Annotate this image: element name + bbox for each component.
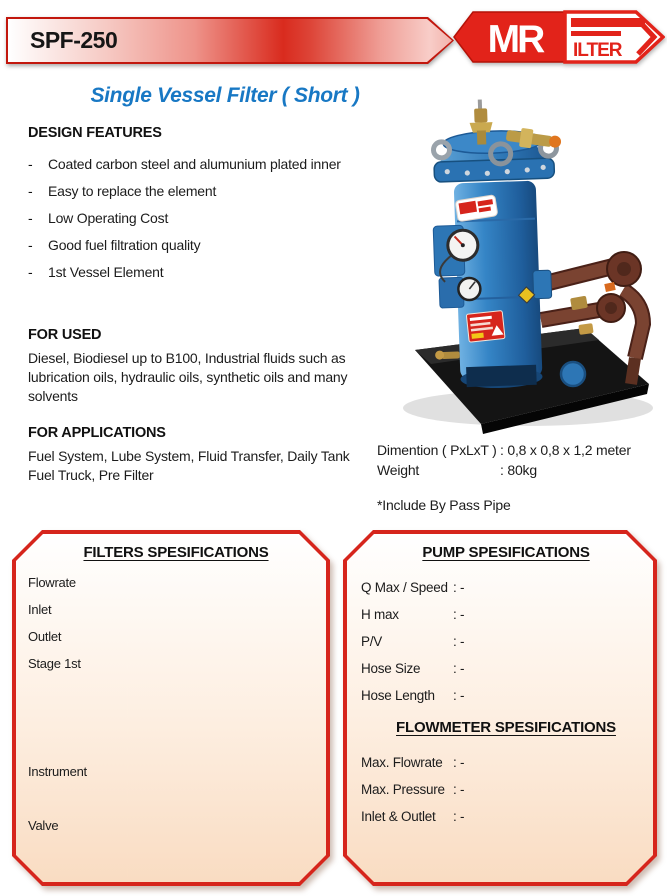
spec-value-line	[118, 785, 324, 812]
spec-row	[28, 650, 324, 758]
vessel-element-value	[205, 286, 386, 313]
spec-value-line	[118, 677, 324, 704]
vessel-element-label: 1st Vessel Element	[48, 264, 164, 280]
info-value: : 0,8 x 0,8 x 1,2 meter	[500, 442, 631, 458]
spec-row	[28, 758, 324, 812]
for-applications-heading: FOR APPLICATIONS	[28, 425, 166, 441]
product-info-row	[377, 441, 665, 461]
bullet-dash: -	[28, 210, 33, 226]
spec-row	[361, 655, 651, 682]
info-value: : 80kg	[500, 461, 537, 478]
spec-label: Hose Length	[361, 688, 435, 703]
feature-item	[28, 232, 386, 259]
feature-item	[28, 205, 386, 232]
spec-value: : -	[453, 607, 465, 622]
bypass-note: *Include By Pass Pipe	[377, 497, 511, 513]
product-photo	[383, 98, 665, 440]
bullet-dash: -	[28, 156, 33, 172]
spec-row	[28, 596, 324, 623]
spec-row	[361, 601, 651, 628]
design-features-section	[28, 124, 386, 313]
mr-filter-logo	[452, 6, 665, 68]
for-used-text: Diesel, Biodiesel up to B100, Industrial fluids such as lubrication oils, hydraulic oils, synthetic oils and many solvents	[28, 350, 348, 404]
spec-value-line	[118, 569, 324, 596]
warning-sticker	[466, 311, 505, 343]
spec-value: : -	[453, 755, 465, 770]
brass-valve	[578, 323, 593, 335]
product-info-rows	[377, 441, 665, 480]
spec-value-lines	[118, 812, 324, 866]
spec-label: Flowrate	[28, 575, 76, 590]
spec-row	[28, 812, 324, 866]
filters-spec-box	[12, 530, 330, 886]
spec-label: Hose Size	[361, 661, 421, 676]
spec-row	[361, 628, 651, 655]
feature-text: Coated carbon steel and alumunium plated inner	[48, 156, 341, 172]
for-used-heading: FOR USED	[28, 327, 102, 343]
spec-value-lines	[118, 596, 324, 623]
logo-mr-text: MR	[487, 18, 543, 61]
spec-value-line	[118, 596, 324, 623]
feature-text: Low Operating Cost	[48, 210, 169, 226]
spec-row	[361, 776, 651, 803]
spec-label: Max. Pressure	[361, 782, 445, 797]
spec-label: Outlet	[28, 629, 62, 644]
spec-value: : -	[453, 782, 465, 797]
for-applications-text: Fuel System, Lube System, Fluid Transfer, Daily Tank Fuel Truck, Pre Filter	[28, 448, 350, 483]
spec-label: Inlet	[28, 602, 52, 617]
for-applications-section	[28, 424, 373, 485]
bullet-dash: -	[28, 264, 33, 280]
orange-handle	[604, 282, 615, 292]
spec-row	[28, 569, 324, 596]
spec-value-line	[118, 623, 324, 650]
spec-row	[28, 623, 324, 650]
flowmeter-spec-rows	[361, 749, 651, 830]
vessel-element-row	[28, 259, 386, 313]
product-info	[377, 441, 665, 513]
spec-value-lines	[118, 758, 324, 812]
spec-value: : -	[453, 580, 465, 595]
spec-value-lines	[118, 650, 324, 758]
spec-value-line	[118, 812, 324, 839]
vessel-element-values	[205, 259, 386, 313]
logo-bar-mid	[571, 31, 621, 36]
page-title: Single Vessel Filter ( Short )	[90, 84, 360, 107]
design-features-list	[28, 151, 386, 259]
spec-label: Inlet & Outlet	[361, 809, 436, 824]
spec-value-line	[118, 839, 324, 866]
spec-value-line	[118, 731, 324, 758]
spec-label: Stage 1st	[28, 656, 81, 671]
model-banner	[6, 17, 454, 64]
spec-value-line	[118, 704, 324, 731]
model-number: SPF-250	[30, 27, 118, 53]
spec-value: : -	[453, 809, 465, 824]
spec-row	[361, 803, 651, 830]
filters-spec-title: FILTERS SPESIFICATIONS	[83, 544, 269, 561]
spec-label: H max	[361, 607, 399, 622]
spec-value-line	[118, 650, 324, 677]
spec-value: : -	[453, 661, 465, 676]
feature-item	[28, 151, 386, 178]
feature-text: Good fuel filtration quality	[48, 237, 201, 253]
spec-label: P/V	[361, 634, 383, 649]
vessel-element-value	[205, 259, 386, 286]
logo-bar-top	[571, 18, 645, 27]
design-features-heading: DESIGN FEATURES	[28, 125, 162, 141]
logo-ilter-text: ILTER	[573, 40, 622, 61]
spec-row	[361, 682, 651, 709]
for-used-section	[28, 326, 360, 406]
eye-bolt	[433, 142, 450, 159]
spec-label: Max. Flowrate	[361, 755, 443, 770]
outlet-stub	[533, 270, 552, 299]
pump-spec-title: PUMP SPESIFICATIONS	[422, 544, 590, 561]
flowmeter-spec-title: FLOWMETER SPESIFICATIONS	[396, 719, 616, 736]
info-label: Weight	[377, 461, 420, 478]
spec-value-lines	[118, 623, 324, 650]
feature-item	[28, 178, 386, 205]
spec-label: Q Max / Speed	[361, 580, 448, 595]
spec-value: : -	[453, 688, 465, 703]
info-label: Dimention ( PxLxT )	[377, 442, 497, 458]
pump-spec-box	[343, 530, 657, 886]
spec-value-lines	[118, 569, 324, 596]
feature-text: Easy to replace the element	[48, 183, 217, 199]
bullet-dash: -	[28, 237, 33, 253]
pipe-flange-blue	[561, 362, 585, 386]
spec-label: Valve	[28, 818, 59, 833]
spec-row	[361, 574, 651, 601]
spec-label: Instrument	[28, 764, 87, 779]
pump-spec-rows	[361, 574, 651, 709]
spec-value: : -	[453, 634, 465, 649]
spec-row	[361, 749, 651, 776]
product-info-row	[377, 461, 665, 481]
bullet-dash: -	[28, 183, 33, 199]
spec-value-line	[118, 758, 324, 785]
sampling-gauge	[458, 278, 481, 301]
filters-spec-rows	[28, 569, 324, 866]
